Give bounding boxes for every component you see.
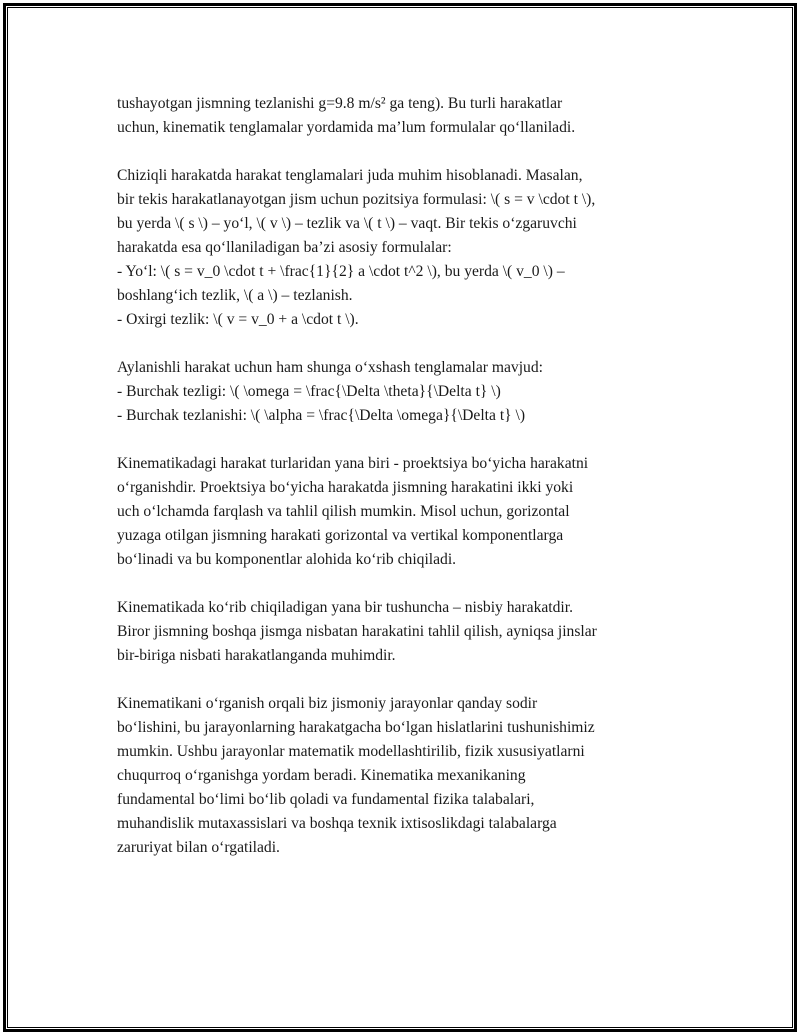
text-line: - Burchak tezligi: \( \omega = \frac{\Delta \theta}{\Delta t} \) (117, 383, 501, 400)
text-line: uch o‘lchamda farqlash va tahlil qilish mumkin. Misol uchun, gorizontal (117, 503, 570, 520)
paragraph-intro (117, 92, 687, 140)
text-line: uchun, kinematik tenglamalar yordamida ma’lum formulalar qo‘llaniladi. (117, 119, 576, 136)
text-line: mumkin. Ushbu jarayonlar matematik modellashtirilib, fizik xususiyatlarni (117, 743, 585, 760)
text-line: Biror jismning boshqa jismga nisbatan harakatini tahlil qilish, ayniqsa jinslar (117, 623, 597, 640)
text-line: Chiziqli harakatda harakat tenglamalari juda muhim hisoblanadi. Masalan, (117, 167, 583, 184)
text-line: Aylanishli harakat uchun ham shunga o‘xshash tenglamalar mavjud: (117, 359, 543, 376)
text-line: muhandislik mutaxassislari va boshqa texnik ixtisoslikdagi talabalarga (117, 815, 557, 832)
text-line: yuzaga otilgan jismning harakati gorizontal va vertikal komponentlarga (117, 527, 564, 544)
text-line: bir tekis harakatlanayotgan jism uchun pozitsiya formulasi: \( s = v \cdot t \), (117, 191, 596, 208)
text-line: - Yo‘l: \( s = v_0 \cdot t + \frac{1}{2} a \cdot t^2 \), bu yerda \( v_0 \) – (117, 263, 565, 280)
paragraph-linear-motion (117, 164, 687, 332)
document-body (117, 92, 687, 884)
text-line: tushayotgan jismning tezlanishi g=9.8 m/s² ga teng). Bu turli harakatlar (117, 95, 563, 112)
paragraph-relative-motion (117, 596, 687, 668)
text-line: Kinematikadagi harakat turlaridan yana biri - proektsiya bo‘yicha harakatni (117, 455, 589, 472)
text-line: bir-biriga nisbati harakatlanganda muhimdir. (117, 647, 396, 664)
text-line: boshlang‘ich tezlik, \( a \) – tezlanish. (117, 287, 353, 304)
text-line: Kinematikada ko‘rib chiqiladigan yana bir tushuncha – nisbiy harakatdir. (117, 599, 573, 616)
text-line: - Oxirgi tezlik: \( v = v_0 + a \cdot t \). (117, 311, 359, 328)
paragraph-conclusion (117, 692, 687, 860)
text-line: fundamental bo‘limi bo‘lib qoladi va fundamental fizika talabalari, (117, 791, 535, 808)
text-line: bo‘linadi va bu komponentlar alohida ko‘rib chiqiladi. (117, 551, 457, 568)
text-line: zaruriyat bilan o‘rgatiladi. (117, 839, 280, 856)
paragraph-projection-motion (117, 452, 687, 572)
text-line: - Burchak tezlanishi: \( \alpha = \frac{\Delta \omega}{\Delta t} \) (117, 407, 526, 424)
paragraph-rotational-motion (117, 356, 687, 428)
text-line: chuqurroq o‘rganishga yordam beradi. Kinematika mexanikaning (117, 767, 526, 784)
text-line: Kinematikani o‘rganish orqali biz jismoniy jarayonlar qanday sodir (117, 695, 538, 712)
text-line: o‘rganishdir. Proektsiya bo‘yicha harakatda jismning harakatini ikki yoki (117, 479, 574, 496)
text-line: harakatda esa qo‘llaniladigan ba’zi asosiy formulalar: (117, 239, 452, 256)
text-line: bu yerda \( s \) – yo‘l, \( v \) – tezlik va \( t \) – vaqt. Bir tekis o‘zgaruvchi (117, 215, 577, 232)
text-line: bo‘lishini, bu jarayonlarning harakatgacha bo‘lgan hislatlarini tushunishimiz (117, 719, 595, 736)
